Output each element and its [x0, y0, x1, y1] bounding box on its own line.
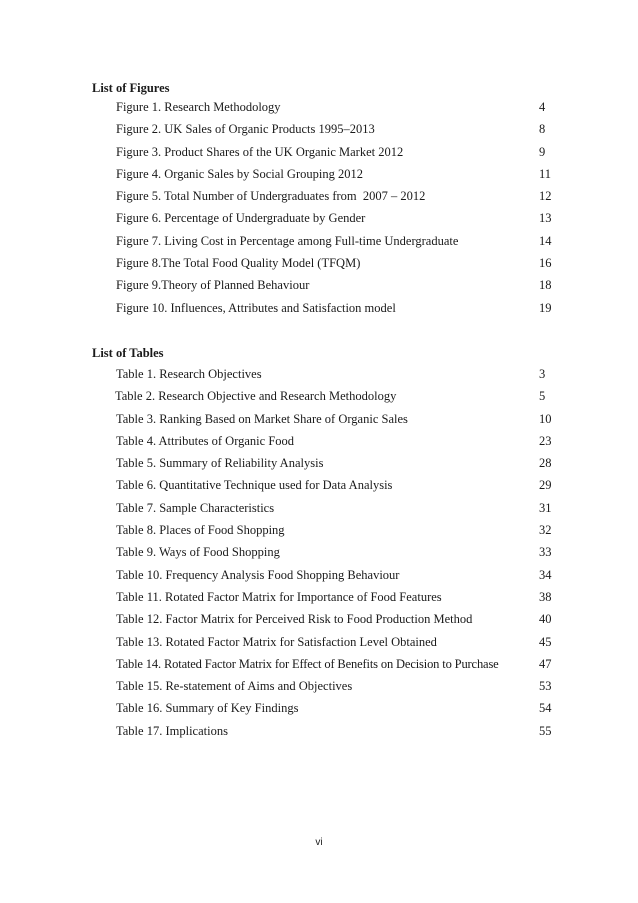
table-entry-page: 38 [539, 589, 552, 604]
table-entry-page: 10 [539, 411, 552, 426]
table-entry-label: Table 12. Factor Matrix for Perceived Risk to Food Production Method [116, 612, 473, 627]
table-entry-page: 23 [539, 433, 552, 448]
figure-entry-5 [0, 188, 638, 210]
figure-entry-6 [0, 210, 638, 232]
figure-entry-page: 16 [539, 256, 552, 271]
table-entry-17 [0, 723, 638, 745]
table-entry-page: 54 [539, 701, 552, 716]
figure-entry-label: Figure 8.The Total Food Quality Model (TFQM) [116, 256, 361, 271]
figure-entry-label: Figure 9.Theory of Planned Behaviour [116, 278, 310, 293]
table-entry-label: Table 15. Re-statement of Aims and Objectives [116, 679, 353, 694]
figure-entry-label: Figure 5. Total Number of Undergraduates from 2007 – 2012 [116, 189, 426, 204]
figures-list [0, 99, 638, 322]
figure-entry-4 [0, 166, 638, 188]
table-entry-4 [0, 433, 638, 455]
table-entry-page: 40 [539, 612, 552, 627]
figure-entry-page: 9 [539, 144, 546, 159]
table-entry-5 [0, 455, 638, 477]
table-entry-1 [0, 366, 638, 388]
table-entry-page: 34 [539, 567, 552, 582]
figure-entry-page: 13 [539, 211, 552, 226]
table-entry-label: Table 3. Ranking Based on Market Share of Organic Sales [116, 411, 408, 426]
table-entry-label: Table 7. Sample Characteristics [116, 500, 275, 515]
table-entry-label: Table 13. Rotated Factor Matrix for Satisfaction Level Obtained [116, 634, 437, 649]
figure-entry-page: 14 [539, 233, 552, 248]
figure-entry-label: Figure 6. Percentage of Undergraduate by Gender [116, 211, 366, 226]
table-entry-9 [0, 544, 638, 566]
table-entry-label: Table 17. Implications [116, 723, 228, 738]
table-entry-page: 32 [539, 523, 552, 538]
figure-entry-10 [0, 300, 638, 322]
figure-entry-page: 4 [539, 100, 546, 114]
figure-entry-1 [0, 99, 638, 121]
table-entry-page: 3 [539, 367, 546, 381]
table-entry-label: Table 1. Research Objectives [116, 367, 262, 381]
table-entry-page: 45 [539, 634, 552, 649]
table-entry-label: Table 5. Summary of Reliability Analysis [116, 456, 324, 471]
table-entry-page: 29 [539, 478, 552, 493]
table-entry-page: 28 [539, 456, 552, 471]
table-entry-7 [0, 500, 638, 522]
figure-entry-label: Figure 3. Product Shares of the UK Organic Market 2012 [116, 144, 404, 159]
figure-entry-9 [0, 277, 638, 299]
list-of-tables-heading: List of Tables [92, 346, 164, 360]
table-entry-3 [0, 411, 638, 433]
table-entry-16 [0, 700, 638, 722]
table-entry-label: Table 16. Summary of Key Findings [116, 701, 299, 716]
figure-entry-page: 11 [539, 166, 552, 181]
figure-entry-7 [0, 233, 638, 255]
table-entry-11 [0, 589, 638, 611]
figure-entry-page: 8 [539, 122, 546, 137]
figure-entry-label: Figure 1. Research Methodology [116, 100, 281, 114]
figure-entry-page: 12 [539, 189, 552, 204]
table-entry-label: Table 6. Quantitative Technique used for Data Analysis [116, 478, 393, 493]
table-entry-label: Table 8. Places of Food Shopping [116, 523, 285, 538]
table-entry-8 [0, 522, 638, 544]
footer-page-number: vi [315, 837, 323, 848]
table-entry-14 [0, 656, 638, 678]
table-entry-page: 31 [539, 500, 552, 515]
table-entry-page: 47 [539, 656, 552, 671]
table-entry-label: Table 9. Ways of Food Shopping [116, 545, 280, 560]
table-entry-10 [0, 567, 638, 589]
table-entry-page: 55 [539, 723, 552, 738]
table-entry-page: 5 [539, 389, 546, 404]
table-entry-2 [0, 388, 638, 410]
figure-entry-8 [0, 255, 638, 277]
table-entry-13 [0, 634, 638, 656]
tables-list [0, 366, 638, 745]
figure-entry-page: 18 [539, 278, 552, 293]
figure-entry-label: Figure 2. UK Sales of Organic Products 1995–2013 [116, 122, 375, 137]
table-entry-label: Table 14. Rotated Factor Matrix for Effect of Benefits on Decision to Purchase [116, 656, 499, 671]
table-entry-page: 33 [539, 545, 552, 560]
list-of-figures-heading: List of Figures [92, 81, 170, 95]
table-entry-12 [0, 611, 638, 633]
figure-entry-page: 19 [539, 300, 552, 315]
figure-entry-2 [0, 121, 638, 143]
table-entry-label: Table 2. Research Objective and Research Methodology [115, 389, 397, 404]
figure-entry-label: Figure 10. Influences, Attributes and Satisfaction model [116, 300, 396, 315]
table-entry-label: Table 4. Attributes of Organic Food [116, 433, 295, 448]
table-entry-15 [0, 678, 638, 700]
figure-entry-3 [0, 144, 638, 166]
table-entry-6 [0, 477, 638, 499]
table-entry-page: 53 [539, 679, 552, 694]
table-entry-label: Table 11. Rotated Factor Matrix for Importance of Food Features [116, 589, 442, 604]
figure-entry-label: Figure 7. Living Cost in Percentage among Full-time Undergraduate [116, 233, 459, 248]
table-entry-label: Table 10. Frequency Analysis Food Shopping Behaviour [116, 567, 400, 582]
figure-entry-label: Figure 4. Organic Sales by Social Grouping 2012 [116, 166, 363, 181]
